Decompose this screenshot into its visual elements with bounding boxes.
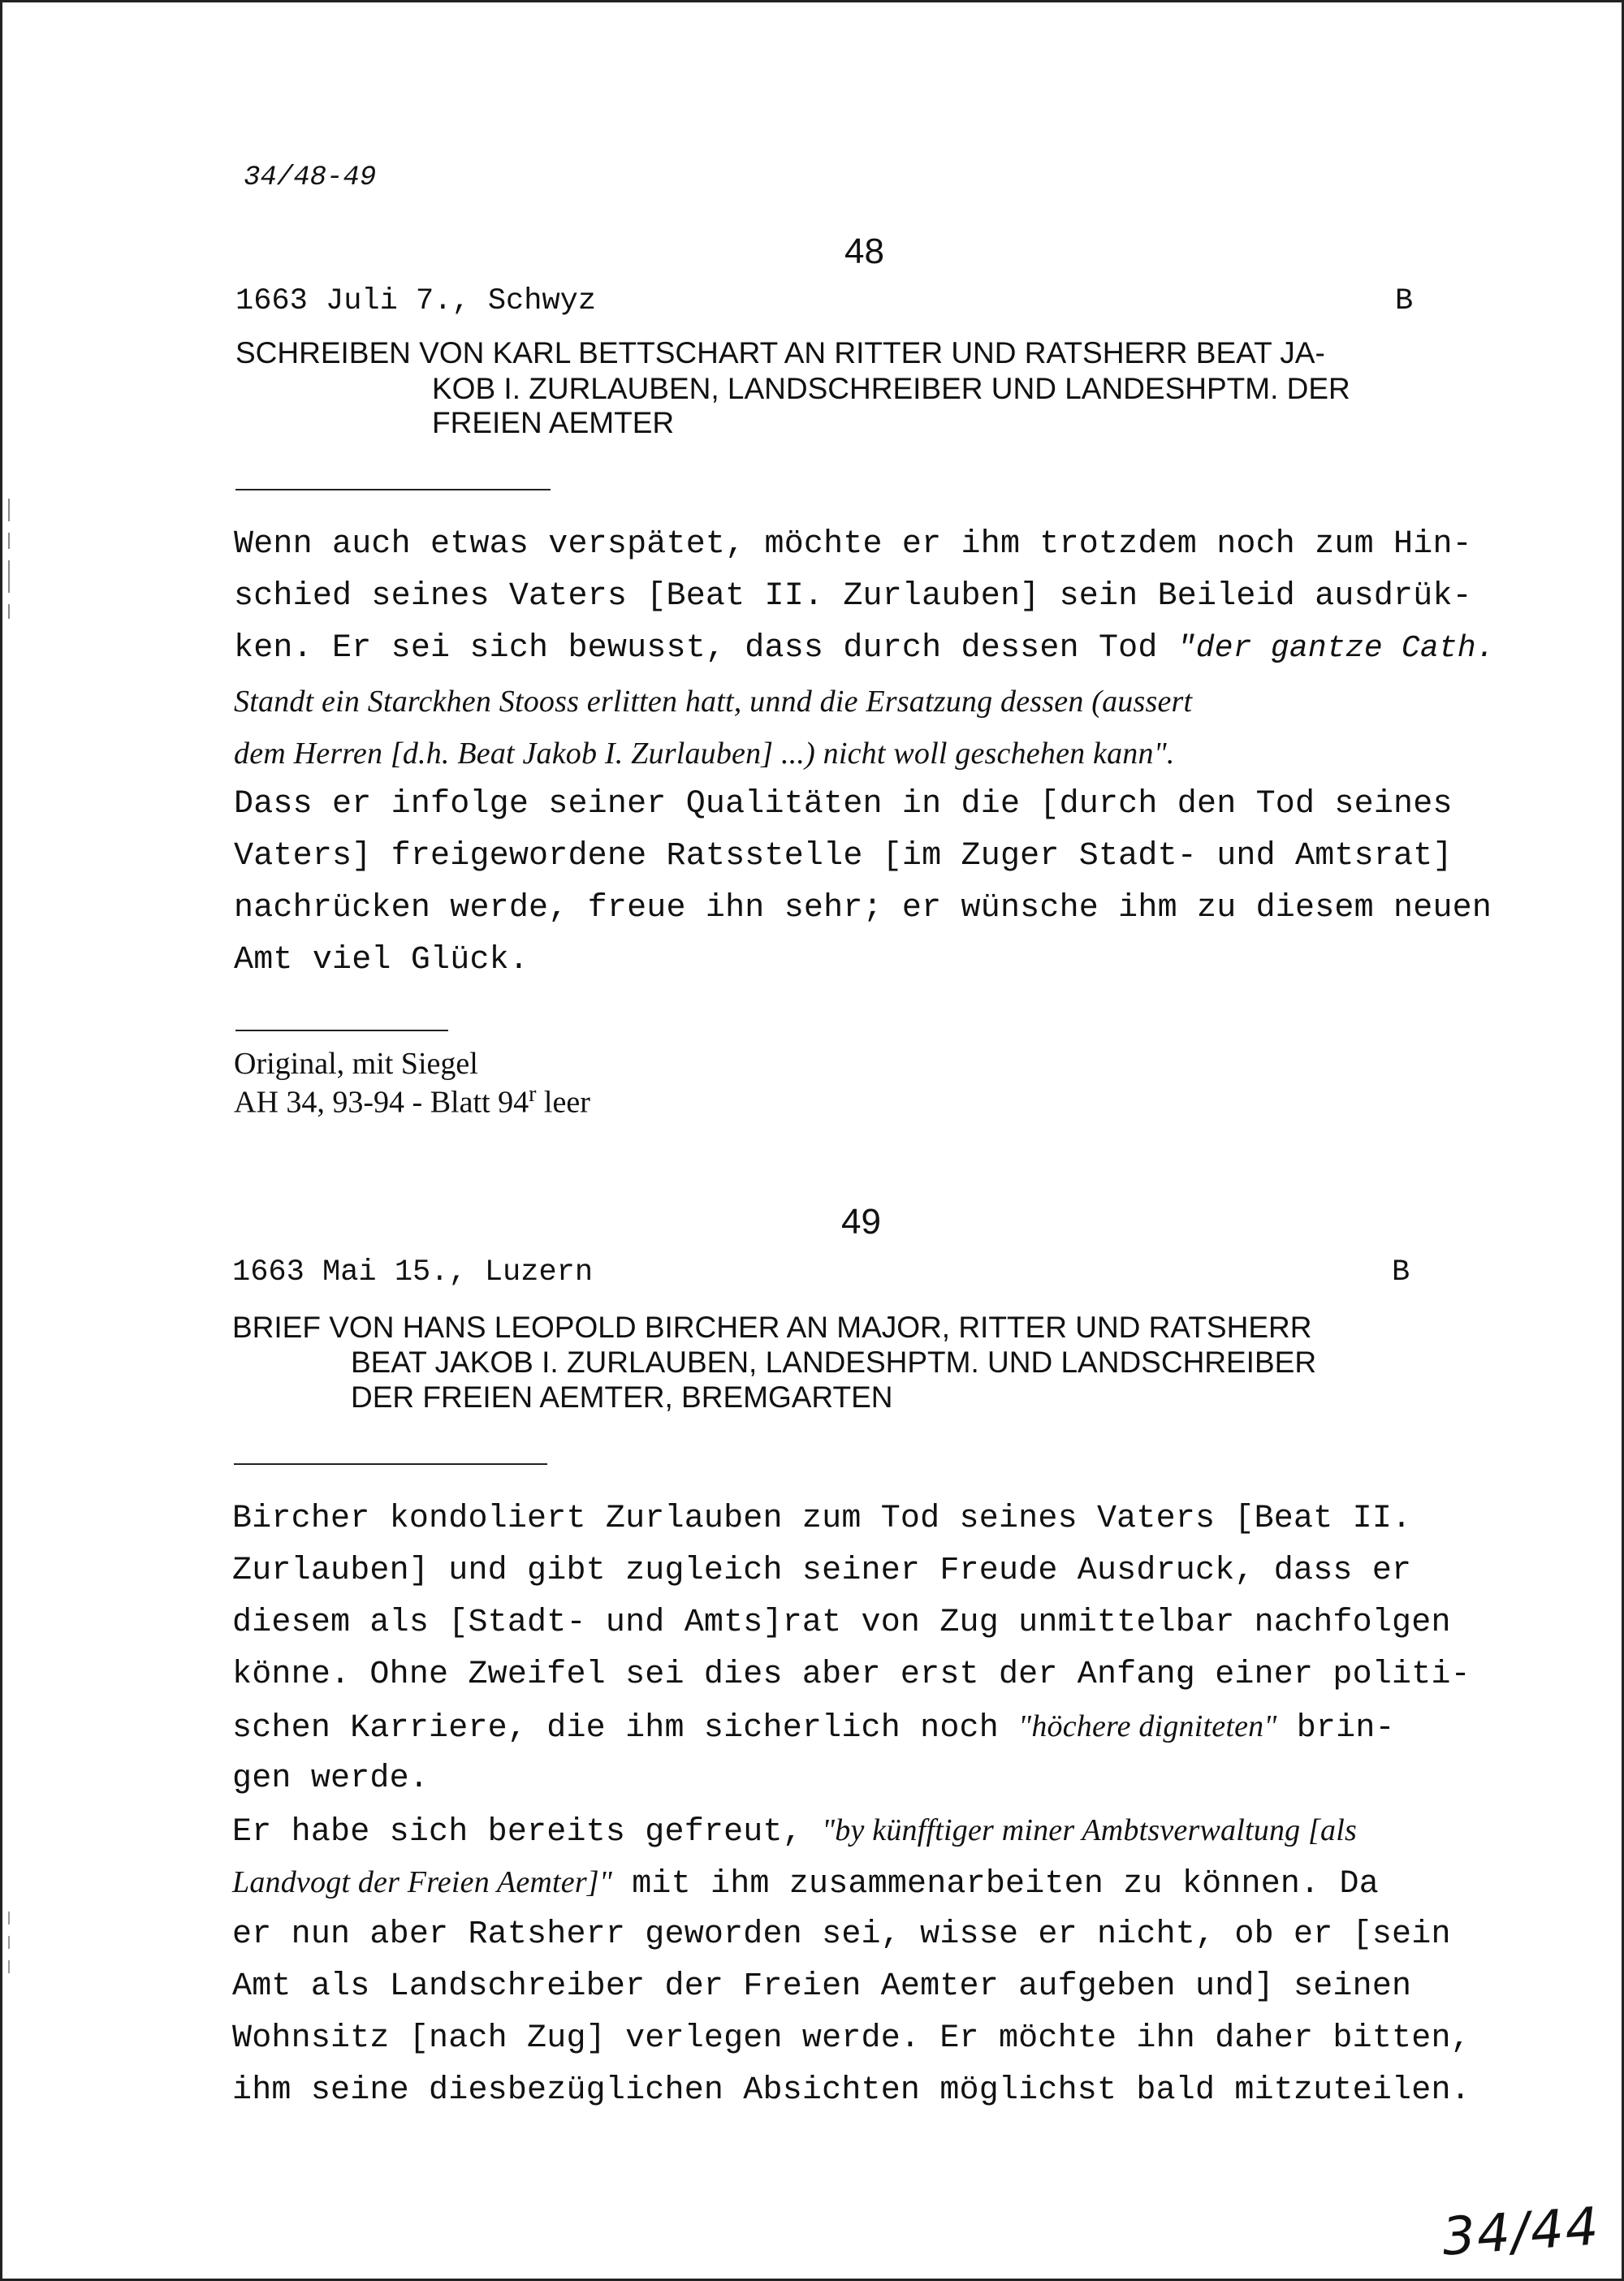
entry-49-type: B [1392, 1255, 1410, 1290]
entry-48-body-line: Vaters] freigewordene Ratsstelle [im Zuger Stadt- und Amtsrat] [234, 838, 1453, 875]
entry-48-source-rule [235, 1030, 448, 1031]
entry-49-body-line: schen Karriere, die ihm sicherlich noch "höchere digniteten" brin- [232, 1709, 1395, 1747]
entry-49-heading-rule [234, 1463, 547, 1465]
entry-48-body-line: ken. Er sei sich bewusst, dass durch dessen Tod "der gantze Cath. [234, 630, 1495, 667]
entry-48-body-line-quote: Standt ein Starckhen Stooss erlitten hatt, unnd die Ersatzung dessen (aussert [234, 685, 1193, 719]
handwritten-page-number: 34/44 [1440, 2197, 1602, 2268]
entry-49-heading-line: DER FREIEN AEMTER, BREMGARTEN [351, 1380, 893, 1414]
entry-49-date-place: 1663 Mai 15., Luzern [232, 1255, 594, 1290]
entry-48-body-line: Amt viel Glück. [234, 942, 529, 978]
entry-48-source-archive: AH 34, 93-94 - Blatt 94$^r$ leer [234, 1082, 590, 1120]
entry-48-heading-line: FREIEN AEMTER [432, 406, 675, 439]
entry-49-body-line: Zurlauben] und gibt zugleich seiner Freude Ausdruck, dass er [232, 1553, 1412, 1589]
entry-49-body-line: ihm seine diesbezüglichen Absichten möglichst bald mitzuteilen. [232, 2072, 1471, 2109]
entry-number-49: 49 [841, 1202, 881, 1242]
entry-49-body-line: Wohnsitz [nach Zug] verlegen werde. Er möchte ihn daher bitten, [232, 2020, 1471, 2057]
margin-marks-lower [8, 1900, 13, 1973]
entry-48-heading-line: KOB I. ZURLAUBEN, LANDSCHREIBER UND LANDESHPTM. DER [432, 372, 1350, 405]
entry-48-type: B [1395, 284, 1414, 318]
entry-48-body-line: nachrücken werde, freue ihn sehr; er wünsche ihm zu diesem neuen [234, 890, 1492, 927]
entry-49-body-line: könne. Ohne Zweifel sei dies aber erst der Anfang einer politi- [232, 1657, 1471, 1693]
entry-49-body-line: Landvogt der Freien Aemter]" mit ihm zusammenarbeiten zu können. Da [232, 1865, 1379, 1903]
entry-49-body-line: Er habe sich bereits gefreut, "by künfftiger miner Ambtsverwaltung [als [232, 1813, 1357, 1851]
margin-marks [5, 487, 16, 650]
entry-48-heading-rule [235, 489, 551, 490]
entry-49-body-line: Amt als Landschreiber der Freien Aemter aufgeben und] seinen [232, 1968, 1412, 2005]
entry-49-body-line: Bircher kondoliert Zurlauben zum Tod seines Vaters [Beat II. [232, 1501, 1412, 1537]
entry-48-body-line: schied seines Vaters [Beat II. Zurlauben] sein Beileid ausdrük- [234, 578, 1472, 615]
entry-48-heading-line: SCHREIBEN VON KARL BETTSCHART AN RITTER UND RATSHERR BEAT JA- [235, 336, 1325, 369]
entry-49-body-line: gen werde. [232, 1760, 430, 1797]
entry-49-body-line: diesem als [Stadt- und Amts]rat von Zug unmittelbar nachfolgen [232, 1605, 1451, 1641]
entry-48-date-place: 1663 Juli 7., Schwyz [235, 284, 597, 318]
entry-49-heading-line: BRIEF VON HANS LEOPOLD BIRCHER AN MAJOR, RITTER UND RATSHERR [232, 1311, 1312, 1344]
entry-48-body-line-quote: dem Herren [d.h. Beat Jakob I. Zurlauben] ...) nicht woll geschehen kann". [234, 737, 1175, 771]
entry-48-body-line: Wenn auch etwas verspätet, möchte er ihm trotzdem noch zum Hin- [234, 526, 1472, 563]
entry-48-source-original: Original, mit Siegel [234, 1047, 478, 1081]
entry-49-heading-line: BEAT JAKOB I. ZURLAUBEN, LANDESHPTM. UND LANDSCHREIBER [351, 1346, 1317, 1379]
entry-48-body-line: Dass er infolge seiner Qualitäten in die [durch den Tod seines [234, 786, 1453, 823]
entry-number-48: 48 [844, 231, 884, 271]
page-reference: 34/48-49 [244, 162, 377, 193]
entry-49-body-line: er nun aber Ratsherr geworden sei, wisse er nicht, ob er [sein [232, 1916, 1451, 1953]
